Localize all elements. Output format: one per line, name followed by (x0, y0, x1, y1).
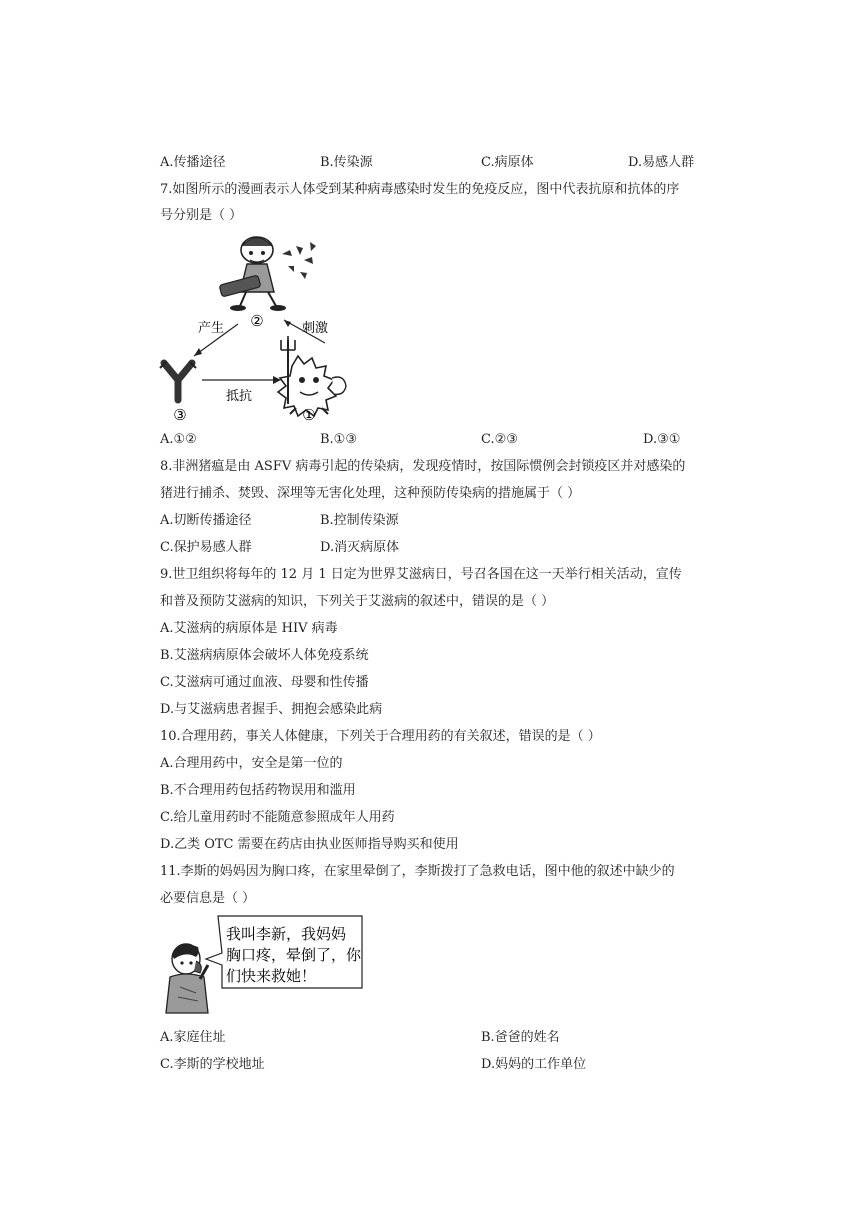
q10-option-d: D.乙类 OTC 需要在药店由执业医师指导购买和使用 (160, 837, 459, 852)
q9-stem-line2: 和普及预防艾滋病的知识，下列关于艾滋病的叙述中，错误的是（ ） (160, 594, 555, 609)
q11-stem-line2: 必要信息是（ ） (160, 891, 256, 906)
q8-option-a: A.切断传播途径 (160, 513, 252, 528)
label-produce: 产生 (198, 321, 225, 336)
q9-stem-line1: 9.世卫组织将每年的 12 月 1 日定为世界艾滋病日，号召各国在这一天举行相关活动，宣传 (160, 567, 682, 582)
q9-option-b: B.艾滋病病原体会破坏人体免疫系统 (160, 648, 369, 663)
q10-stem: 10.合理用药，事关人体健康，下列关于合理用药的有关叙述，错误的是（ ） (160, 729, 601, 744)
q9-option-a: A.艾滋病的病原体是 HIV 病毒 (160, 621, 338, 636)
q6-option-d: D.易感人群 (628, 155, 695, 170)
q11-option-a: A.家庭住址 (160, 1030, 226, 1045)
antibody-y-icon (160, 362, 196, 400)
q9-option-d: D.与艾滋病患者握手、拥抱会感染此病 (160, 702, 383, 717)
q8-option-d: D.消灭病原体 (320, 540, 400, 555)
produce-arrowhead (194, 348, 202, 356)
q7-option-b: B.①③ (320, 432, 357, 447)
figure-number-1: ① (302, 406, 316, 424)
bubble-line1: 我叫李新，我妈妈 (226, 925, 347, 943)
q6-option-c: C.病原体 (481, 155, 534, 170)
q6-option-b: B.传染源 (320, 155, 373, 170)
q8-stem-line1: 8.非洲猪瘟是由 ASFV 病毒引起的传染病，发现疫情时，按国际惯例会封锁疫区并对感染的 (160, 459, 686, 474)
resist-arrowhead (273, 376, 281, 384)
q11-option-d: D.妈妈的工作单位 (481, 1057, 587, 1072)
q11-option-b: B.爸爸的姓名 (481, 1030, 560, 1045)
figure-number-2: ② (250, 312, 264, 330)
stimulate-arrowhead (284, 320, 291, 327)
q8-stem-line2: 猪进行捕杀、焚毁、深埋等无害化处理，这种预防传染病的措施属于（ ） (160, 486, 581, 501)
bubble-line2: 胸口疼，晕倒了，你 (226, 946, 362, 964)
q10-option-a: A.合理用药中，安全是第一位的 (160, 756, 343, 771)
q9-option-c: C.艾滋病可通过血液、母婴和性传播 (160, 675, 369, 690)
label-stimulate: 刺激 (302, 321, 329, 336)
immune-response-figure (150, 228, 390, 426)
bubble-line3: 们快来救她！ (226, 967, 317, 985)
q7-option-c: C.②③ (481, 432, 518, 447)
q7-stem-line2: 号分别是（ ） (160, 208, 243, 223)
boy-on-phone-cartoon (166, 944, 208, 1013)
q11-option-c: C.李斯的学校地址 (160, 1057, 265, 1072)
virus-cartoon (278, 336, 346, 416)
figure-number-3: ③ (173, 406, 187, 424)
antibody-producer-cartoon (219, 237, 316, 311)
q11-stem-line1: 11.李斯的妈妈因为胸口疼，在家里晕倒了，李斯拨打了急救电话，图中他的叙述中缺少的 (160, 864, 675, 879)
q7-option-a: A.①② (160, 432, 197, 447)
label-resist: 抵抗 (226, 389, 253, 404)
phone-call-figure (160, 913, 370, 1018)
q10-option-c: C.给儿童用药时不能随意参照成年人用药 (160, 810, 395, 825)
q10-option-b: B.不合理用药包括药物误用和滥用 (160, 783, 356, 798)
q6-option-a: A.传播途径 (160, 155, 226, 170)
q7-stem-line1: 7.如图所示的漫画表示人体受到某种病毒感染时发生的免疫反应，图中代表抗原和抗体的序 (160, 182, 680, 197)
q8-option-c: C.保护易感人群 (160, 540, 252, 555)
q8-option-b: B.控制传染源 (320, 513, 399, 528)
q7-option-d: D.③① (643, 432, 681, 447)
